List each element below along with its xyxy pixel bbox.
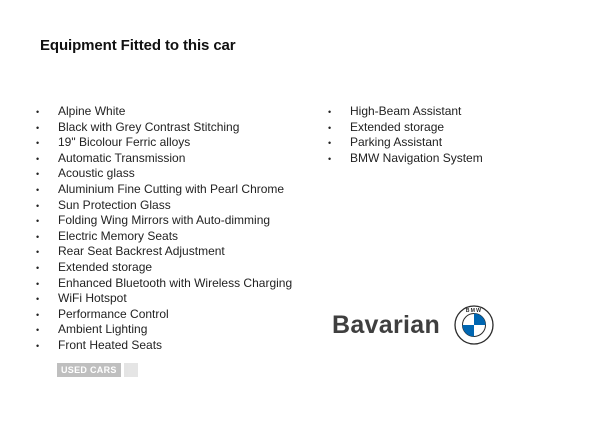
- equipment-list-right: [328, 104, 568, 166]
- dealer-brand: [332, 305, 494, 345]
- page-title: Equipment Fitted to this car: [40, 37, 236, 54]
- roundel-letters: BMW: [465, 308, 483, 315]
- equipment-item: • Extended storage: [36, 260, 296, 276]
- equipment-item: • Acoustic glass: [36, 166, 296, 182]
- equipment-item: • Rear Seat Backrest Adjustment: [36, 244, 296, 260]
- equipment-item: • Enhanced Bluetooth with Wireless Charging: [36, 276, 296, 292]
- equipment-item: • High-Beam Assistant: [328, 104, 568, 120]
- equipment-item: • Ambient Lighting: [36, 322, 296, 338]
- equipment-item: • Aluminium Fine Cutting with Pearl Chrome: [36, 182, 296, 198]
- equipment-item: • Parking Assistant: [328, 135, 568, 151]
- equipment-item: • Black with Grey Contrast Stitching: [36, 120, 296, 136]
- equipment-item: • Front Heated Seats: [36, 338, 296, 354]
- equipment-item: • Folding Wing Mirrors with Auto-dimming: [36, 213, 296, 229]
- equipment-item: • Sun Protection Glass: [36, 198, 296, 214]
- equipment-item: • Electric Memory Seats: [36, 229, 296, 245]
- equipment-item: • Automatic Transmission: [36, 151, 296, 167]
- watermark-label: USED CARS: [57, 363, 121, 377]
- bmw-roundel-icon: [454, 305, 494, 345]
- equipment-item: • Extended storage: [328, 120, 568, 136]
- equipment-item: • WiFi Hotspot: [36, 291, 296, 307]
- brand-name: Bavarian: [332, 310, 441, 339]
- watermark-box: [124, 363, 138, 377]
- equipment-item: • BMW Navigation System: [328, 151, 568, 167]
- equipment-item: • Alpine White: [36, 104, 296, 120]
- equipment-item: • Performance Control: [36, 307, 296, 323]
- used-cars-watermark: [57, 362, 138, 378]
- equipment-item: • 19" Bicolour Ferric alloys: [36, 135, 296, 151]
- equipment-list-left: [36, 104, 296, 354]
